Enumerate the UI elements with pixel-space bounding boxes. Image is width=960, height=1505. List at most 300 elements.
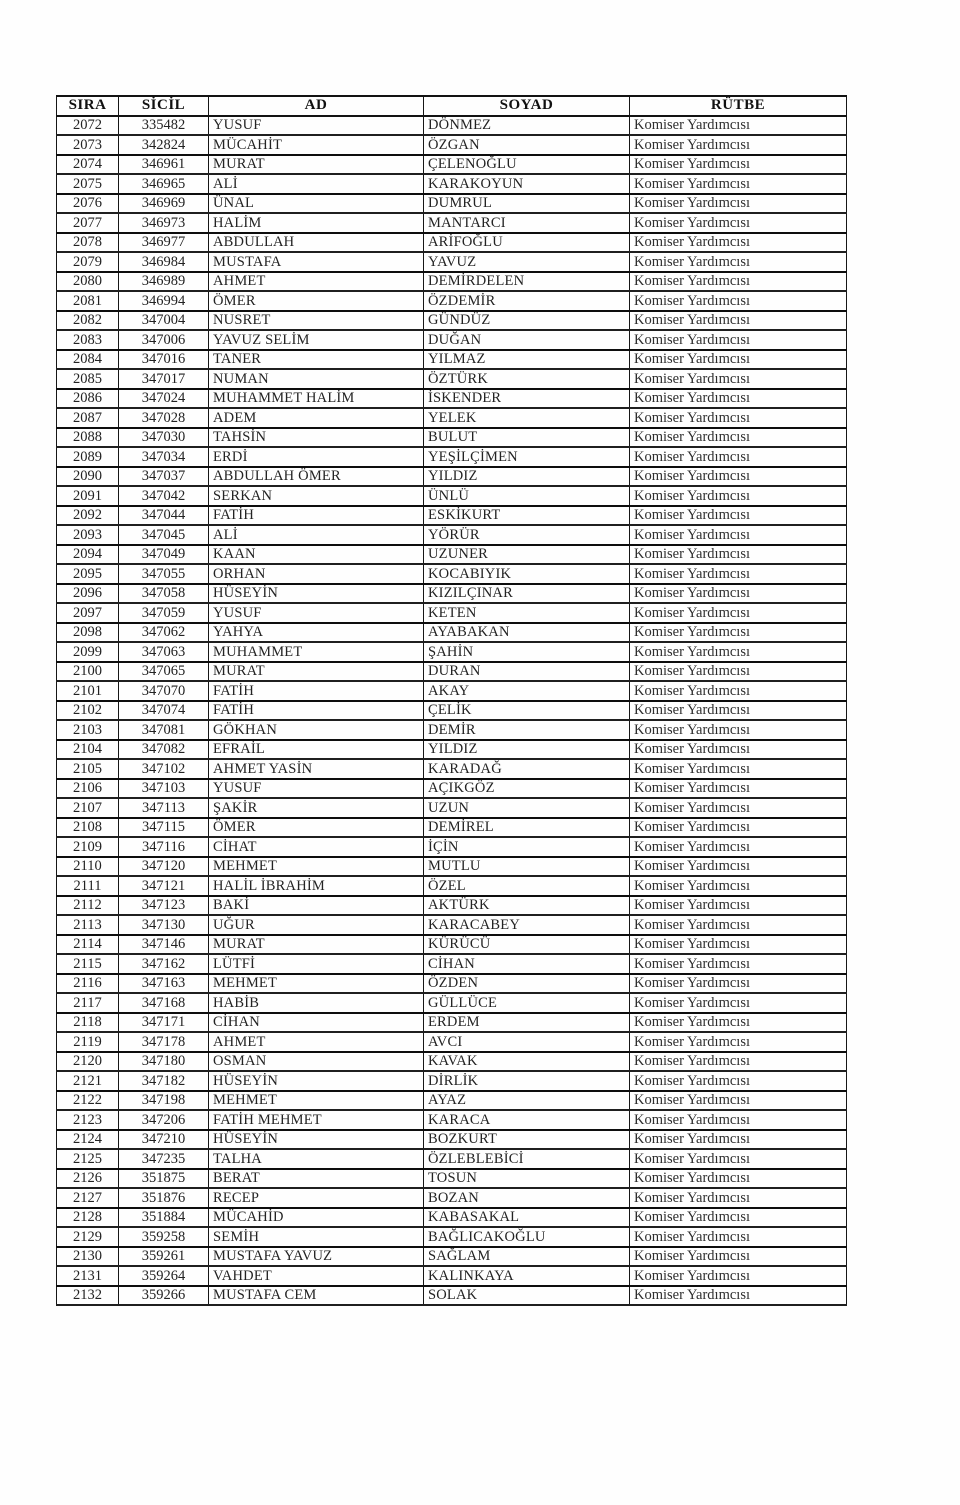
cell-ad: ERDİ — [209, 447, 424, 467]
table-row — [57, 155, 847, 175]
cell-sicil: 347042 — [119, 486, 209, 506]
cell-rutbe: Komiser Yardımcısı — [630, 915, 847, 935]
cell-soyad: ÖZTÜRK — [424, 369, 630, 389]
table-row — [57, 194, 847, 214]
table-row — [57, 837, 847, 857]
cell-ad: MÜCAHİT — [209, 135, 424, 155]
table-row — [57, 350, 847, 370]
cell-ad: UĞUR — [209, 915, 424, 935]
cell-sira: 2097 — [57, 603, 119, 623]
cell-sicil: 351875 — [119, 1169, 209, 1189]
cell-sicil: 347146 — [119, 935, 209, 955]
cell-ad: SERKAN — [209, 486, 424, 506]
cell-ad: RECEP — [209, 1188, 424, 1208]
cell-sicil: 347168 — [119, 993, 209, 1013]
cell-soyad: DİRLİK — [424, 1071, 630, 1091]
cell-sicil: 347049 — [119, 545, 209, 565]
cell-soyad: YELEK — [424, 408, 630, 428]
cell-ad: ALİ — [209, 174, 424, 194]
cell-soyad: YILDIZ — [424, 740, 630, 760]
cell-sira: 2098 — [57, 623, 119, 643]
cell-rutbe: Komiser Yardımcısı — [630, 701, 847, 721]
cell-rutbe: Komiser Yardımcısı — [630, 759, 847, 779]
cell-sira: 2123 — [57, 1110, 119, 1130]
cell-rutbe: Komiser Yardımcısı — [630, 291, 847, 311]
cell-sicil: 347206 — [119, 1110, 209, 1130]
cell-ad: MUHAMMET — [209, 642, 424, 662]
cell-ad: VAHDET — [209, 1266, 424, 1286]
cell-rutbe: Komiser Yardımcısı — [630, 837, 847, 857]
table-row — [57, 1052, 847, 1072]
table-row — [57, 1188, 847, 1208]
cell-sira: 2077 — [57, 213, 119, 233]
cell-ad: AHMET YASİN — [209, 759, 424, 779]
cell-soyad: ÇELİK — [424, 701, 630, 721]
cell-sira: 2106 — [57, 779, 119, 799]
cell-rutbe: Komiser Yardımcısı — [630, 935, 847, 955]
cell-sicil: 347034 — [119, 447, 209, 467]
cell-ad: FATİH — [209, 681, 424, 701]
cell-rutbe: Komiser Yardımcısı — [630, 233, 847, 253]
cell-ad: ORHAN — [209, 564, 424, 584]
cell-rutbe: Komiser Yardımcısı — [630, 467, 847, 487]
column-header-soyad: SOYAD — [424, 96, 630, 116]
cell-sicil: 359261 — [119, 1247, 209, 1267]
table-row — [57, 1071, 847, 1091]
cell-sicil: 346994 — [119, 291, 209, 311]
table-row — [57, 954, 847, 974]
table-row — [57, 174, 847, 194]
cell-soyad: ÖZDEMİR — [424, 291, 630, 311]
cell-ad: GÖKHAN — [209, 720, 424, 740]
cell-rutbe: Komiser Yardımcısı — [630, 1013, 847, 1033]
cell-soyad: YILDIZ — [424, 467, 630, 487]
table-row — [57, 389, 847, 409]
cell-sira: 2132 — [57, 1286, 119, 1306]
cell-rutbe: Komiser Yardımcısı — [630, 564, 847, 584]
table-row — [57, 1110, 847, 1130]
cell-sira: 2117 — [57, 993, 119, 1013]
cell-rutbe: Komiser Yardımcısı — [630, 876, 847, 896]
cell-sira: 2096 — [57, 584, 119, 604]
cell-rutbe: Komiser Yardımcısı — [630, 623, 847, 643]
cell-soyad: MANTARCI — [424, 213, 630, 233]
cell-soyad: ERDEM — [424, 1013, 630, 1033]
cell-soyad: GÜLLÜCE — [424, 993, 630, 1013]
cell-sira: 2082 — [57, 311, 119, 331]
cell-ad: TANER — [209, 350, 424, 370]
cell-rutbe: Komiser Yardımcısı — [630, 954, 847, 974]
cell-soyad: KARADAĞ — [424, 759, 630, 779]
cell-sicil: 347037 — [119, 467, 209, 487]
cell-sira: 2101 — [57, 681, 119, 701]
cell-soyad: BULUT — [424, 428, 630, 448]
cell-sira: 2125 — [57, 1149, 119, 1169]
cell-sicil: 347028 — [119, 408, 209, 428]
cell-sira: 2099 — [57, 642, 119, 662]
cell-rutbe: Komiser Yardımcısı — [630, 369, 847, 389]
cell-sicil: 347070 — [119, 681, 209, 701]
cell-sicil: 346969 — [119, 194, 209, 214]
cell-ad: BERAT — [209, 1169, 424, 1189]
cell-soyad: GÜNDÜZ — [424, 311, 630, 331]
cell-rutbe: Komiser Yardımcısı — [630, 1149, 847, 1169]
column-header-sicil: SİCİL — [119, 96, 209, 116]
cell-soyad: ÖZLEBLEBİCİ — [424, 1149, 630, 1169]
table-row — [57, 486, 847, 506]
cell-sicil: 347210 — [119, 1130, 209, 1150]
cell-sicil: 347182 — [119, 1071, 209, 1091]
cell-sicil: 346984 — [119, 252, 209, 272]
cell-soyad: AYABAKAN — [424, 623, 630, 643]
cell-soyad: KOCABIYIK — [424, 564, 630, 584]
cell-ad: MURAT — [209, 155, 424, 175]
cell-sira: 2120 — [57, 1052, 119, 1072]
cell-soyad: ÖZEL — [424, 876, 630, 896]
table-row — [57, 1208, 847, 1228]
cell-rutbe: Komiser Yardımcısı — [630, 447, 847, 467]
cell-ad: FATİH — [209, 701, 424, 721]
cell-ad: HÜSEYİN — [209, 1130, 424, 1150]
table-row — [57, 252, 847, 272]
table-row — [57, 876, 847, 896]
cell-ad: BAKİ — [209, 896, 424, 916]
cell-ad: CİHAT — [209, 837, 424, 857]
cell-ad: MUSTAFA YAVUZ — [209, 1247, 424, 1267]
cell-sira: 2107 — [57, 798, 119, 818]
table-row — [57, 1149, 847, 1169]
cell-sira: 2108 — [57, 818, 119, 838]
cell-rutbe: Komiser Yardımcısı — [630, 1130, 847, 1150]
cell-rutbe: Komiser Yardımcısı — [630, 408, 847, 428]
cell-sicil: 347016 — [119, 350, 209, 370]
cell-sira: 2088 — [57, 428, 119, 448]
cell-sira: 2104 — [57, 740, 119, 760]
cell-ad: HÜSEYİN — [209, 1071, 424, 1091]
cell-sicil: 346977 — [119, 233, 209, 253]
cell-ad: ŞAKİR — [209, 798, 424, 818]
cell-rutbe: Komiser Yardımcısı — [630, 194, 847, 214]
table-row — [57, 759, 847, 779]
cell-sicil: 335482 — [119, 116, 209, 136]
cell-rutbe: Komiser Yardımcısı — [630, 1208, 847, 1228]
cell-sira: 2109 — [57, 837, 119, 857]
table-row — [57, 272, 847, 292]
cell-soyad: YILMAZ — [424, 350, 630, 370]
table-row — [57, 1247, 847, 1267]
cell-rutbe: Komiser Yardımcısı — [630, 603, 847, 623]
cell-ad: MÜCAHİD — [209, 1208, 424, 1228]
cell-rutbe: Komiser Yardımcısı — [630, 720, 847, 740]
table-row — [57, 662, 847, 682]
cell-sira: 2116 — [57, 974, 119, 994]
table-row — [57, 603, 847, 623]
cell-sira: 2100 — [57, 662, 119, 682]
table-row — [57, 1266, 847, 1286]
cell-ad: ADEM — [209, 408, 424, 428]
table-header-row — [57, 96, 847, 116]
table-row — [57, 993, 847, 1013]
cell-sira: 2081 — [57, 291, 119, 311]
cell-ad: MEHMET — [209, 974, 424, 994]
table-row — [57, 818, 847, 838]
cell-sira: 2113 — [57, 915, 119, 935]
cell-ad: MURAT — [209, 935, 424, 955]
table-row — [57, 467, 847, 487]
cell-sicil: 347004 — [119, 311, 209, 331]
cell-soyad: AÇIKGÖZ — [424, 779, 630, 799]
cell-ad: OSMAN — [209, 1052, 424, 1072]
table-row — [57, 681, 847, 701]
table-row — [57, 584, 847, 604]
cell-ad: TALHA — [209, 1149, 424, 1169]
table-row — [57, 1286, 847, 1306]
cell-soyad: MUTLU — [424, 857, 630, 877]
cell-rutbe: Komiser Yardımcısı — [630, 525, 847, 545]
cell-ad: YUSUF — [209, 116, 424, 136]
cell-ad: SEMİH — [209, 1227, 424, 1247]
cell-sira: 2126 — [57, 1169, 119, 1189]
cell-sicil: 346961 — [119, 155, 209, 175]
cell-sicil: 347116 — [119, 837, 209, 857]
cell-soyad: BOZKURT — [424, 1130, 630, 1150]
cell-sicil: 347045 — [119, 525, 209, 545]
cell-ad: ÖMER — [209, 291, 424, 311]
cell-soyad: KARAKOYUN — [424, 174, 630, 194]
cell-soyad: UZUNER — [424, 545, 630, 565]
cell-soyad: AVCI — [424, 1032, 630, 1052]
cell-sicil: 346965 — [119, 174, 209, 194]
cell-rutbe: Komiser Yardımcısı — [630, 818, 847, 838]
cell-rutbe: Komiser Yardımcısı — [630, 1188, 847, 1208]
cell-rutbe: Komiser Yardımcısı — [630, 1266, 847, 1286]
cell-sicil: 347171 — [119, 1013, 209, 1033]
cell-ad: KAAN — [209, 545, 424, 565]
column-header-ad: AD — [209, 96, 424, 116]
cell-soyad: İSKENDER — [424, 389, 630, 409]
table-row — [57, 213, 847, 233]
cell-sira: 2105 — [57, 759, 119, 779]
table-row — [57, 233, 847, 253]
cell-rutbe: Komiser Yardımcısı — [630, 1032, 847, 1052]
table-row — [57, 1032, 847, 1052]
cell-sira: 2121 — [57, 1071, 119, 1091]
cell-sira: 2115 — [57, 954, 119, 974]
cell-sira: 2079 — [57, 252, 119, 272]
cell-ad: ABDULLAH — [209, 233, 424, 253]
cell-soyad: DURAN — [424, 662, 630, 682]
table-row — [57, 623, 847, 643]
table-row — [57, 935, 847, 955]
cell-sira: 2103 — [57, 720, 119, 740]
cell-rutbe: Komiser Yardımcısı — [630, 1091, 847, 1111]
table-row — [57, 1013, 847, 1033]
table-body — [57, 116, 847, 1306]
cell-sira: 2075 — [57, 174, 119, 194]
cell-rutbe: Komiser Yardımcısı — [630, 389, 847, 409]
cell-ad: EFRAİL — [209, 740, 424, 760]
table-row — [57, 564, 847, 584]
cell-rutbe: Komiser Yardımcısı — [630, 1247, 847, 1267]
cell-soyad: AKAY — [424, 681, 630, 701]
cell-sicil: 346989 — [119, 272, 209, 292]
table-row — [57, 720, 847, 740]
cell-sira: 2093 — [57, 525, 119, 545]
cell-sicil: 347120 — [119, 857, 209, 877]
cell-ad: FATİH MEHMET — [209, 1110, 424, 1130]
cell-rutbe: Komiser Yardımcısı — [630, 330, 847, 350]
cell-sira: 2130 — [57, 1247, 119, 1267]
cell-soyad: KARACABEY — [424, 915, 630, 935]
cell-sicil: 351884 — [119, 1208, 209, 1228]
table-row — [57, 1091, 847, 1111]
table-row — [57, 447, 847, 467]
table-row — [57, 798, 847, 818]
cell-rutbe: Komiser Yardımcısı — [630, 1227, 847, 1247]
cell-ad: HÜSEYİN — [209, 584, 424, 604]
cell-sira: 2094 — [57, 545, 119, 565]
cell-ad: MEHMET — [209, 1091, 424, 1111]
cell-soyad: DUĞAN — [424, 330, 630, 350]
cell-ad: LÜTFİ — [209, 954, 424, 974]
cell-soyad: DEMİREL — [424, 818, 630, 838]
cell-sicil: 347102 — [119, 759, 209, 779]
cell-sira: 2129 — [57, 1227, 119, 1247]
cell-soyad: TOSUN — [424, 1169, 630, 1189]
cell-ad: ALİ — [209, 525, 424, 545]
cell-ad: MUSTAFA — [209, 252, 424, 272]
cell-sicil: 347062 — [119, 623, 209, 643]
table-row — [57, 428, 847, 448]
cell-sicil: 347006 — [119, 330, 209, 350]
cell-sira: 2128 — [57, 1208, 119, 1228]
cell-sira: 2110 — [57, 857, 119, 877]
cell-sicil: 347162 — [119, 954, 209, 974]
cell-sira: 2111 — [57, 876, 119, 896]
cell-sicil: 347235 — [119, 1149, 209, 1169]
cell-rutbe: Komiser Yardımcısı — [630, 584, 847, 604]
cell-soyad: DUMRUL — [424, 194, 630, 214]
table-row — [57, 740, 847, 760]
cell-sicil: 347115 — [119, 818, 209, 838]
cell-ad: MUSTAFA CEM — [209, 1286, 424, 1306]
cell-sira: 2083 — [57, 330, 119, 350]
table-row — [57, 1169, 847, 1189]
cell-rutbe: Komiser Yardımcısı — [630, 116, 847, 136]
cell-rutbe: Komiser Yardımcısı — [630, 993, 847, 1013]
cell-rutbe: Komiser Yardımcısı — [630, 135, 847, 155]
cell-sira: 2089 — [57, 447, 119, 467]
cell-sira: 2086 — [57, 389, 119, 409]
table-row — [57, 330, 847, 350]
cell-ad: YAVUZ SELİM — [209, 330, 424, 350]
cell-sira: 2072 — [57, 116, 119, 136]
cell-sicil: 347074 — [119, 701, 209, 721]
cell-soyad: KABASAKAL — [424, 1208, 630, 1228]
table-row — [57, 116, 847, 136]
table-row — [57, 408, 847, 428]
cell-soyad: AYAZ — [424, 1091, 630, 1111]
cell-ad: TAHSİN — [209, 428, 424, 448]
cell-ad: NUSRET — [209, 311, 424, 331]
cell-ad: ÜNAL — [209, 194, 424, 214]
cell-soyad: KÜRÜCÜ — [424, 935, 630, 955]
cell-rutbe: Komiser Yardımcısı — [630, 272, 847, 292]
cell-sicil: 347058 — [119, 584, 209, 604]
column-header-sira: SIRA — [57, 96, 119, 116]
cell-soyad: ÇELENOĞLU — [424, 155, 630, 175]
cell-rutbe: Komiser Yardımcısı — [630, 740, 847, 760]
cell-ad: YUSUF — [209, 779, 424, 799]
cell-rutbe: Komiser Yardımcısı — [630, 1052, 847, 1072]
cell-sicil: 347044 — [119, 506, 209, 526]
cell-ad: ÖMER — [209, 818, 424, 838]
cell-sira: 2074 — [57, 155, 119, 175]
cell-ad: HABİB — [209, 993, 424, 1013]
table-row — [57, 857, 847, 877]
cell-ad: MUHAMMET HALİM — [209, 389, 424, 409]
cell-rutbe: Komiser Yardımcısı — [630, 974, 847, 994]
table-row — [57, 1130, 847, 1150]
table-row — [57, 915, 847, 935]
cell-rutbe: Komiser Yardımcısı — [630, 213, 847, 233]
cell-soyad: YEŞİLÇİMEN — [424, 447, 630, 467]
cell-sicil: 347017 — [119, 369, 209, 389]
cell-soyad: YÖRÜR — [424, 525, 630, 545]
cell-ad: NUMAN — [209, 369, 424, 389]
cell-sicil: 351876 — [119, 1188, 209, 1208]
table-row — [57, 291, 847, 311]
cell-sicil: 347059 — [119, 603, 209, 623]
cell-ad: MURAT — [209, 662, 424, 682]
cell-sicil: 347121 — [119, 876, 209, 896]
cell-sira: 2127 — [57, 1188, 119, 1208]
cell-ad: YUSUF — [209, 603, 424, 623]
cell-soyad: UZUN — [424, 798, 630, 818]
cell-sicil: 359266 — [119, 1286, 209, 1306]
cell-sicil: 346973 — [119, 213, 209, 233]
cell-sira: 2122 — [57, 1091, 119, 1111]
cell-soyad: KALINKAYA — [424, 1266, 630, 1286]
cell-sira: 2080 — [57, 272, 119, 292]
cell-sicil: 347065 — [119, 662, 209, 682]
cell-rutbe: Komiser Yardımcısı — [630, 486, 847, 506]
cell-ad: ABDULLAH ÖMER — [209, 467, 424, 487]
cell-sicil: 347081 — [119, 720, 209, 740]
cell-sicil: 347063 — [119, 642, 209, 662]
cell-ad: HALİL İBRAHİM — [209, 876, 424, 896]
cell-sira: 2095 — [57, 564, 119, 584]
table-row — [57, 506, 847, 526]
cell-rutbe: Komiser Yardımcısı — [630, 1169, 847, 1189]
cell-rutbe: Komiser Yardımcısı — [630, 428, 847, 448]
cell-soyad: SOLAK — [424, 1286, 630, 1306]
cell-rutbe: Komiser Yardımcısı — [630, 642, 847, 662]
cell-sicil: 347123 — [119, 896, 209, 916]
cell-soyad: DEMİRDELEN — [424, 272, 630, 292]
cell-rutbe: Komiser Yardımcısı — [630, 311, 847, 331]
cell-soyad: ÖZDEN — [424, 974, 630, 994]
cell-rutbe: Komiser Yardımcısı — [630, 350, 847, 370]
cell-sira: 2114 — [57, 935, 119, 955]
cell-sicil: 359258 — [119, 1227, 209, 1247]
table-row — [57, 642, 847, 662]
table-row — [57, 135, 847, 155]
cell-sira: 2078 — [57, 233, 119, 253]
cell-sira: 2087 — [57, 408, 119, 428]
cell-ad: AHMET — [209, 272, 424, 292]
cell-ad: CİHAN — [209, 1013, 424, 1033]
